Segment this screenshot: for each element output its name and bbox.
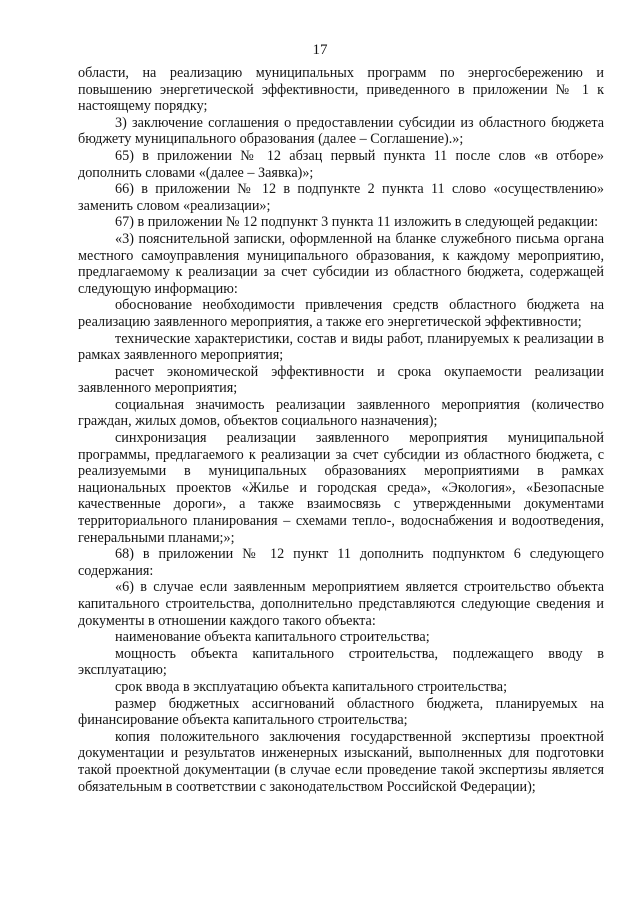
paragraph: копия положительного заключения государственной экспертизы проектной документации и результатов инженерных изысканий, выполненных для подготовки такой проектной документации (в случае если проведение такой экспертизы является обязательным в соответствии с законодательством Российской Федерации); [78,728,604,795]
paragraph: технические характеристики, состав и виды работ, планируемых к реализации в рамках заявленного мероприятия; [78,330,604,364]
paragraph: 65) в приложении № 12 абзац первый пункта 11 после слов «в отборе» дополнить словами «(далее – Заявка)»; [78,147,604,181]
paragraph: синхронизация реализации заявленного мероприятия муниципальной программы, предлагаемого к реализации за счет субсидии из областного бюджета, с реализуемыми в муниципальных образованиях мероприятиями в рамках национальных проектов «Жилье и городская среда», «Экология», «Безопасные качественные дороги», а также взаимосвязь с утвержденными документами территориального планирования – схемами тепло-, водоснабжения и водоотведения, генеральными планами;»; [78,430,604,546]
paragraph: срок ввода в эксплуатацию объекта капитального строительства; [115,678,508,695]
paragraph: 67) в приложении № 12 подпункт 3 пункта 11 изложить в следующей редакции: [115,214,599,231]
paragraph: наименование объекта капитального строительства; [115,629,430,646]
paragraph: 3) заключение соглашения о предоставлении субсидии из областного бюджета бюджету муниципального образования (далее – Соглашение).»; [78,114,604,148]
paragraph: социальная значимость реализации заявленного мероприятия (количество граждан, жилых домов, объектов социального назначения); [78,396,604,430]
paragraph: расчет экономической эффективности и срока окупаемости реализации заявленного мероприятия; [78,363,604,397]
document-body [78,65,604,795]
paragraph: мощность объекта капитального строительства, подлежащего вводу в эксплуатацию; [78,645,604,679]
paragraph: «3) пояснительной записки, оформленной на бланке служебного письма органа местного самоуправления муниципального образования, к каждому мероприятию, предлагаемому к реализации за счет субсидии из областного бюджета, содержащей следующую информацию: [78,230,604,297]
paragraph: области, на реализацию муниципальных программ по энергосбережению и повышению энергетической эффективности, приведенного в приложении № 1 к настоящему порядку; [78,65,604,115]
paragraph: 66) в приложении № 12 в подпункте 2 пункта 11 слово «осуществлению» заменить словом «реализации»; [78,181,604,214]
page-number: 17 [312,42,328,58]
paragraph: размер бюджетных ассигнований областного бюджета, планируемых на финансирование объекта капитального строительства; [78,695,604,729]
paragraph: 68) в приложении № 12 пункт 11 дополнить подпунктом 6 следующего содержания: [78,546,604,579]
paragraph: «6) в случае если заявленным мероприятием является строительство объекта капитального строительства, дополнительно представляются следующие сведения и документы в отношении каждого такого объекта: [78,579,604,629]
paragraph: обоснование необходимости привлечения средств областного бюджета на реализацию заявленного мероприятия, а также его энергетической эффективности; [78,297,604,330]
